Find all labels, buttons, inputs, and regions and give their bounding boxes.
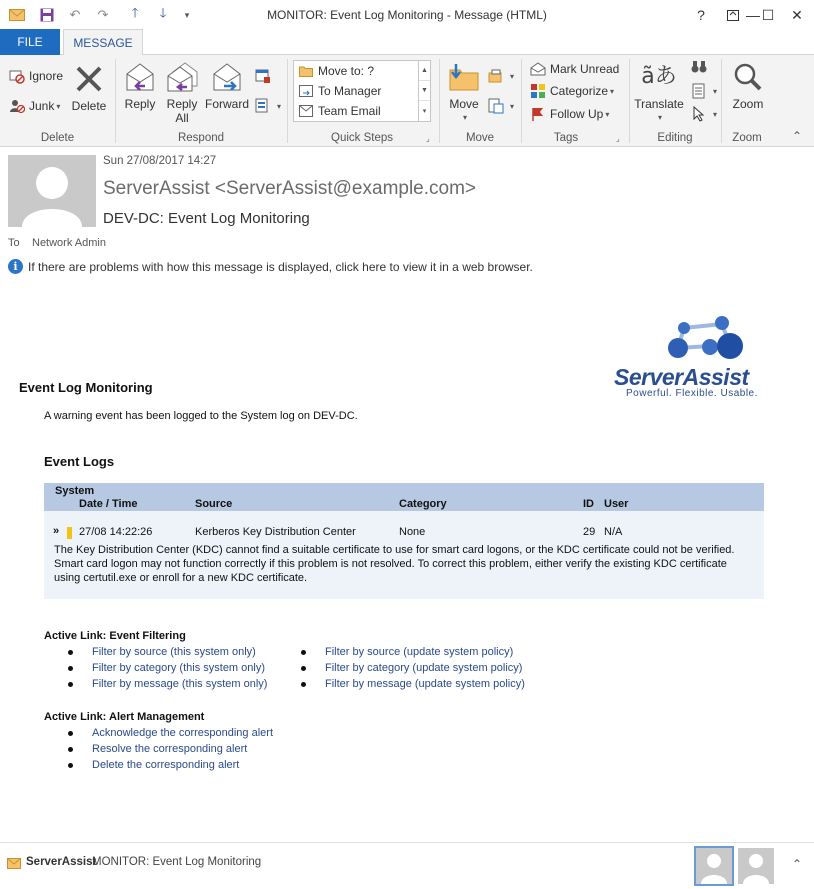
zoom-label: Zoom — [732, 97, 764, 111]
categorize-icon — [529, 82, 547, 100]
delete-button[interactable] — [70, 61, 108, 113]
quick-step-to-manager[interactable] — [298, 81, 381, 101]
recipient[interactable]: Network Admin — [32, 237, 106, 249]
delete-icon — [71, 61, 107, 97]
title-bar — [0, 0, 814, 30]
people-avatar[interactable] — [738, 848, 774, 884]
more-respond-dropdown-icon: ▾ — [277, 101, 282, 111]
expand-people-pane-icon[interactable]: ⌃ — [792, 857, 803, 871]
bullet — [68, 763, 73, 768]
body-text: A warning event has been logged to the System log on DEV-DC. — [44, 410, 358, 422]
related-dropdown-icon: ▾ — [713, 86, 718, 96]
junk-button[interactable] — [8, 96, 60, 116]
cell-datetime: 27/08 14:22:26 — [79, 526, 153, 538]
related-icon — [690, 82, 708, 100]
arrow-up-icon[interactable]: 🡑 — [131, 5, 139, 20]
rules-button[interactable] — [487, 66, 514, 86]
expand-gallery-icon[interactable]: ▾ — [422, 108, 427, 115]
related-button[interactable] — [690, 81, 717, 101]
team-mail-icon — [298, 103, 314, 119]
help-button[interactable]: ? — [697, 7, 705, 23]
link-acknowledge-alert[interactable]: Acknowledge the corresponding alert — [92, 727, 274, 739]
move-button[interactable] — [445, 59, 483, 125]
group-label-zoom: Zoom — [732, 132, 762, 144]
select-button[interactable] — [690, 104, 717, 124]
group-label-delete: Delete — [40, 132, 75, 144]
column-header-source: Source — [195, 498, 233, 510]
meeting-icon — [254, 67, 272, 85]
filtering-heading: Active Link: Event Filtering — [44, 630, 186, 642]
quick-steps-scroll — [418, 61, 430, 121]
scroll-down-icon[interactable]: ▼ — [419, 81, 430, 101]
actions-button[interactable] — [487, 96, 514, 116]
quick-step-label: Team Email — [318, 104, 381, 118]
table-group-label: System — [55, 485, 95, 497]
tab-message[interactable]: MESSAGE — [63, 29, 143, 56]
rules-icon — [487, 67, 505, 85]
event-log-table — [44, 483, 764, 599]
close-button[interactable]: ✕ — [791, 6, 803, 23]
translate-dropdown-icon: ▾ — [657, 113, 662, 122]
serverassist-logo — [612, 310, 770, 400]
envelope-icon — [7, 858, 21, 869]
move-folder-icon — [446, 59, 482, 95]
bullet — [301, 682, 306, 687]
follow-up-label: Follow Up — [550, 107, 604, 121]
reply-all-label-2: All — [175, 111, 189, 125]
flag-icon — [529, 105, 547, 123]
bullet — [68, 650, 73, 655]
group-divider — [115, 59, 116, 143]
footer-subject: MONITOR: Event Log Monitoring — [92, 856, 262, 868]
ignore-label: Ignore — [29, 69, 64, 83]
junk-icon — [8, 97, 26, 115]
junk-dropdown-icon: ▾ — [56, 101, 61, 111]
group-divider — [721, 59, 722, 143]
link-filter-message-policy[interactable]: Filter by message (update system policy) — [325, 678, 525, 690]
cursor-icon — [690, 105, 708, 123]
more-respond-icon — [254, 97, 272, 115]
reply-label: Reply — [124, 97, 156, 111]
info-text: If there are problems with how this message is displayed, click here to view it in a web browser. — [28, 259, 533, 274]
cell-id: 29 — [583, 526, 596, 538]
ignore-icon — [8, 67, 26, 85]
logo-tagline: Powerful. Flexible. Usable. — [626, 388, 758, 399]
window-title: MONITOR: Event Log Monitoring - Message (HTML) — [267, 8, 547, 22]
actions-icon — [487, 97, 505, 115]
bullet — [68, 731, 73, 736]
cell-user: N/A — [604, 526, 623, 538]
sent-date: Sun 27/08/2017 14:27 — [103, 155, 217, 167]
folder-arrow-icon — [298, 63, 314, 79]
binoculars-icon — [690, 58, 708, 76]
quick-step-team-email[interactable] — [298, 101, 381, 121]
scroll-up-icon[interactable]: ▲ — [419, 61, 430, 81]
mark-unread-button[interactable] — [529, 59, 619, 79]
link-resolve-alert[interactable]: Resolve the corresponding alert — [92, 743, 248, 755]
tab-file[interactable]: FILE — [0, 29, 60, 55]
translate-label: Translate — [634, 97, 684, 111]
customize-toolbar-icon[interactable]: ▾ — [184, 9, 190, 20]
group-label-tags: Tags — [553, 132, 579, 144]
cell-source: Kerberos Key Distribution Center — [195, 526, 356, 538]
bullet — [68, 682, 73, 687]
link-filter-message-system[interactable]: Filter by message (this system only) — [92, 678, 268, 690]
group-divider — [439, 59, 440, 143]
body-heading: Event Log Monitoring — [19, 380, 153, 395]
forward-label: Forward — [205, 97, 250, 111]
collapse-ribbon-icon[interactable]: ⌃ — [792, 129, 803, 143]
event-description: The Key Distribution Center (KDC) cannot find a suitable certificate to use for smart card logons, or the KDC certificate could not be verified. Smart card logon may not function correctly if this problem is not resolved. To correct this problem, either verify the existing KDC certificate using certutil.exe or enroll for a new KDC certificate. — [54, 544, 735, 584]
column-header-category: Category — [399, 498, 447, 510]
dialog-launcher-icon[interactable]: ⌟ — [426, 134, 430, 143]
mark-unread-icon — [529, 60, 547, 78]
link-filter-source-policy[interactable]: Filter by source (update system policy) — [325, 646, 514, 658]
select-dropdown-icon: ▾ — [713, 109, 718, 119]
rules-dropdown-icon: ▾ — [510, 71, 515, 81]
move-label: Move — [449, 97, 479, 111]
ribbon-tabs — [0, 29, 814, 55]
info-icon: i — [8, 259, 23, 274]
junk-label: Junk — [29, 99, 55, 113]
quick-step-label: Move to: ? — [318, 64, 375, 78]
bullet — [301, 650, 306, 655]
warning-severity-icon — [67, 527, 72, 539]
footer-sender: ServerAssist — [26, 856, 97, 868]
cell-category: None — [399, 526, 426, 538]
categorize-button[interactable] — [529, 81, 614, 101]
delete-label: Delete — [71, 99, 107, 113]
link-delete-alert[interactable]: Delete the corresponding alert — [92, 759, 240, 771]
table-header — [44, 483, 764, 511]
reply-all-button[interactable] — [163, 59, 201, 125]
mark-unread-label: Mark Unread — [550, 62, 620, 76]
redo-icon[interactable]: ↷ — [97, 7, 109, 22]
group-divider — [629, 59, 630, 143]
quick-step-label: To Manager — [318, 84, 382, 98]
bullet — [301, 666, 306, 671]
categorize-label: Categorize — [550, 84, 609, 98]
link-filter-source-system[interactable]: Filter by source (this system only) — [92, 646, 256, 658]
quick-steps-gallery — [293, 60, 431, 122]
bullet — [68, 666, 73, 671]
find-button[interactable] — [690, 57, 711, 77]
sender-avatar — [8, 155, 96, 227]
minimize-button[interactable]: — — [746, 7, 760, 23]
group-label-quick-steps: Quick Steps — [331, 132, 393, 144]
to-label: To — [8, 237, 20, 249]
follow-up-button[interactable] — [529, 104, 609, 124]
categorize-dropdown-icon: ▾ — [610, 86, 615, 96]
people-avatar[interactable] — [696, 848, 732, 884]
bullet — [68, 747, 73, 752]
follow-up-dropdown-icon: ▾ — [605, 109, 610, 119]
group-label-respond: Respond — [177, 132, 225, 144]
move-dropdown-icon: ▾ — [462, 113, 467, 122]
undo-icon[interactable]: ↶ — [69, 7, 81, 22]
more-respond-button[interactable] — [254, 96, 281, 116]
meeting-button[interactable] — [254, 66, 275, 86]
info-bar[interactable] — [8, 259, 533, 274]
maximize-button[interactable]: ☐ — [761, 6, 775, 23]
event-logs-heading: Event Logs — [44, 454, 115, 469]
column-header-id: ID — [583, 498, 594, 510]
group-label-editing: Editing — [657, 132, 693, 144]
logo-name: ServerAssist — [614, 364, 749, 390]
group-divider — [287, 59, 288, 143]
actions-dropdown-icon: ▾ — [510, 101, 515, 111]
row-expand-icon[interactable]: » — [53, 525, 60, 537]
arrow-down-icon[interactable]: 🡓 — [159, 5, 167, 20]
column-header-datetime: Date / Time — [79, 498, 138, 510]
link-filter-category-system[interactable]: Filter by category (this system only) — [92, 662, 265, 674]
forward-button[interactable] — [205, 59, 249, 111]
magnifier-icon — [730, 59, 766, 95]
quick-step-move-to[interactable] — [298, 61, 374, 81]
alerts-heading: Active Link: Alert Management — [44, 711, 205, 723]
group-label-move: Move — [465, 132, 495, 144]
ignore-button[interactable] — [8, 66, 63, 86]
forward-mail-icon — [298, 83, 314, 99]
people-pane — [0, 842, 814, 889]
column-header-user: User — [604, 498, 629, 510]
ribbon — [0, 55, 814, 147]
message-subject: DEV-DC: Event Log Monitoring — [103, 210, 310, 227]
reply-all-label-1: Reply — [166, 97, 198, 111]
dialog-launcher-icon[interactable]: ⌟ — [616, 134, 620, 143]
translate-button[interactable] — [634, 59, 684, 125]
sender-name[interactable]: ServerAssist <ServerAssist@example.com> — [103, 178, 477, 199]
group-divider — [521, 59, 522, 143]
translate-icon: a͂あ — [641, 64, 677, 89]
reply-button[interactable] — [121, 59, 159, 111]
forward-icon — [209, 59, 245, 95]
zoom-button[interactable] — [728, 59, 768, 111]
reply-all-icon — [164, 59, 200, 95]
link-filter-category-policy[interactable]: Filter by category (update system policy) — [325, 662, 523, 674]
reply-icon — [122, 59, 158, 95]
